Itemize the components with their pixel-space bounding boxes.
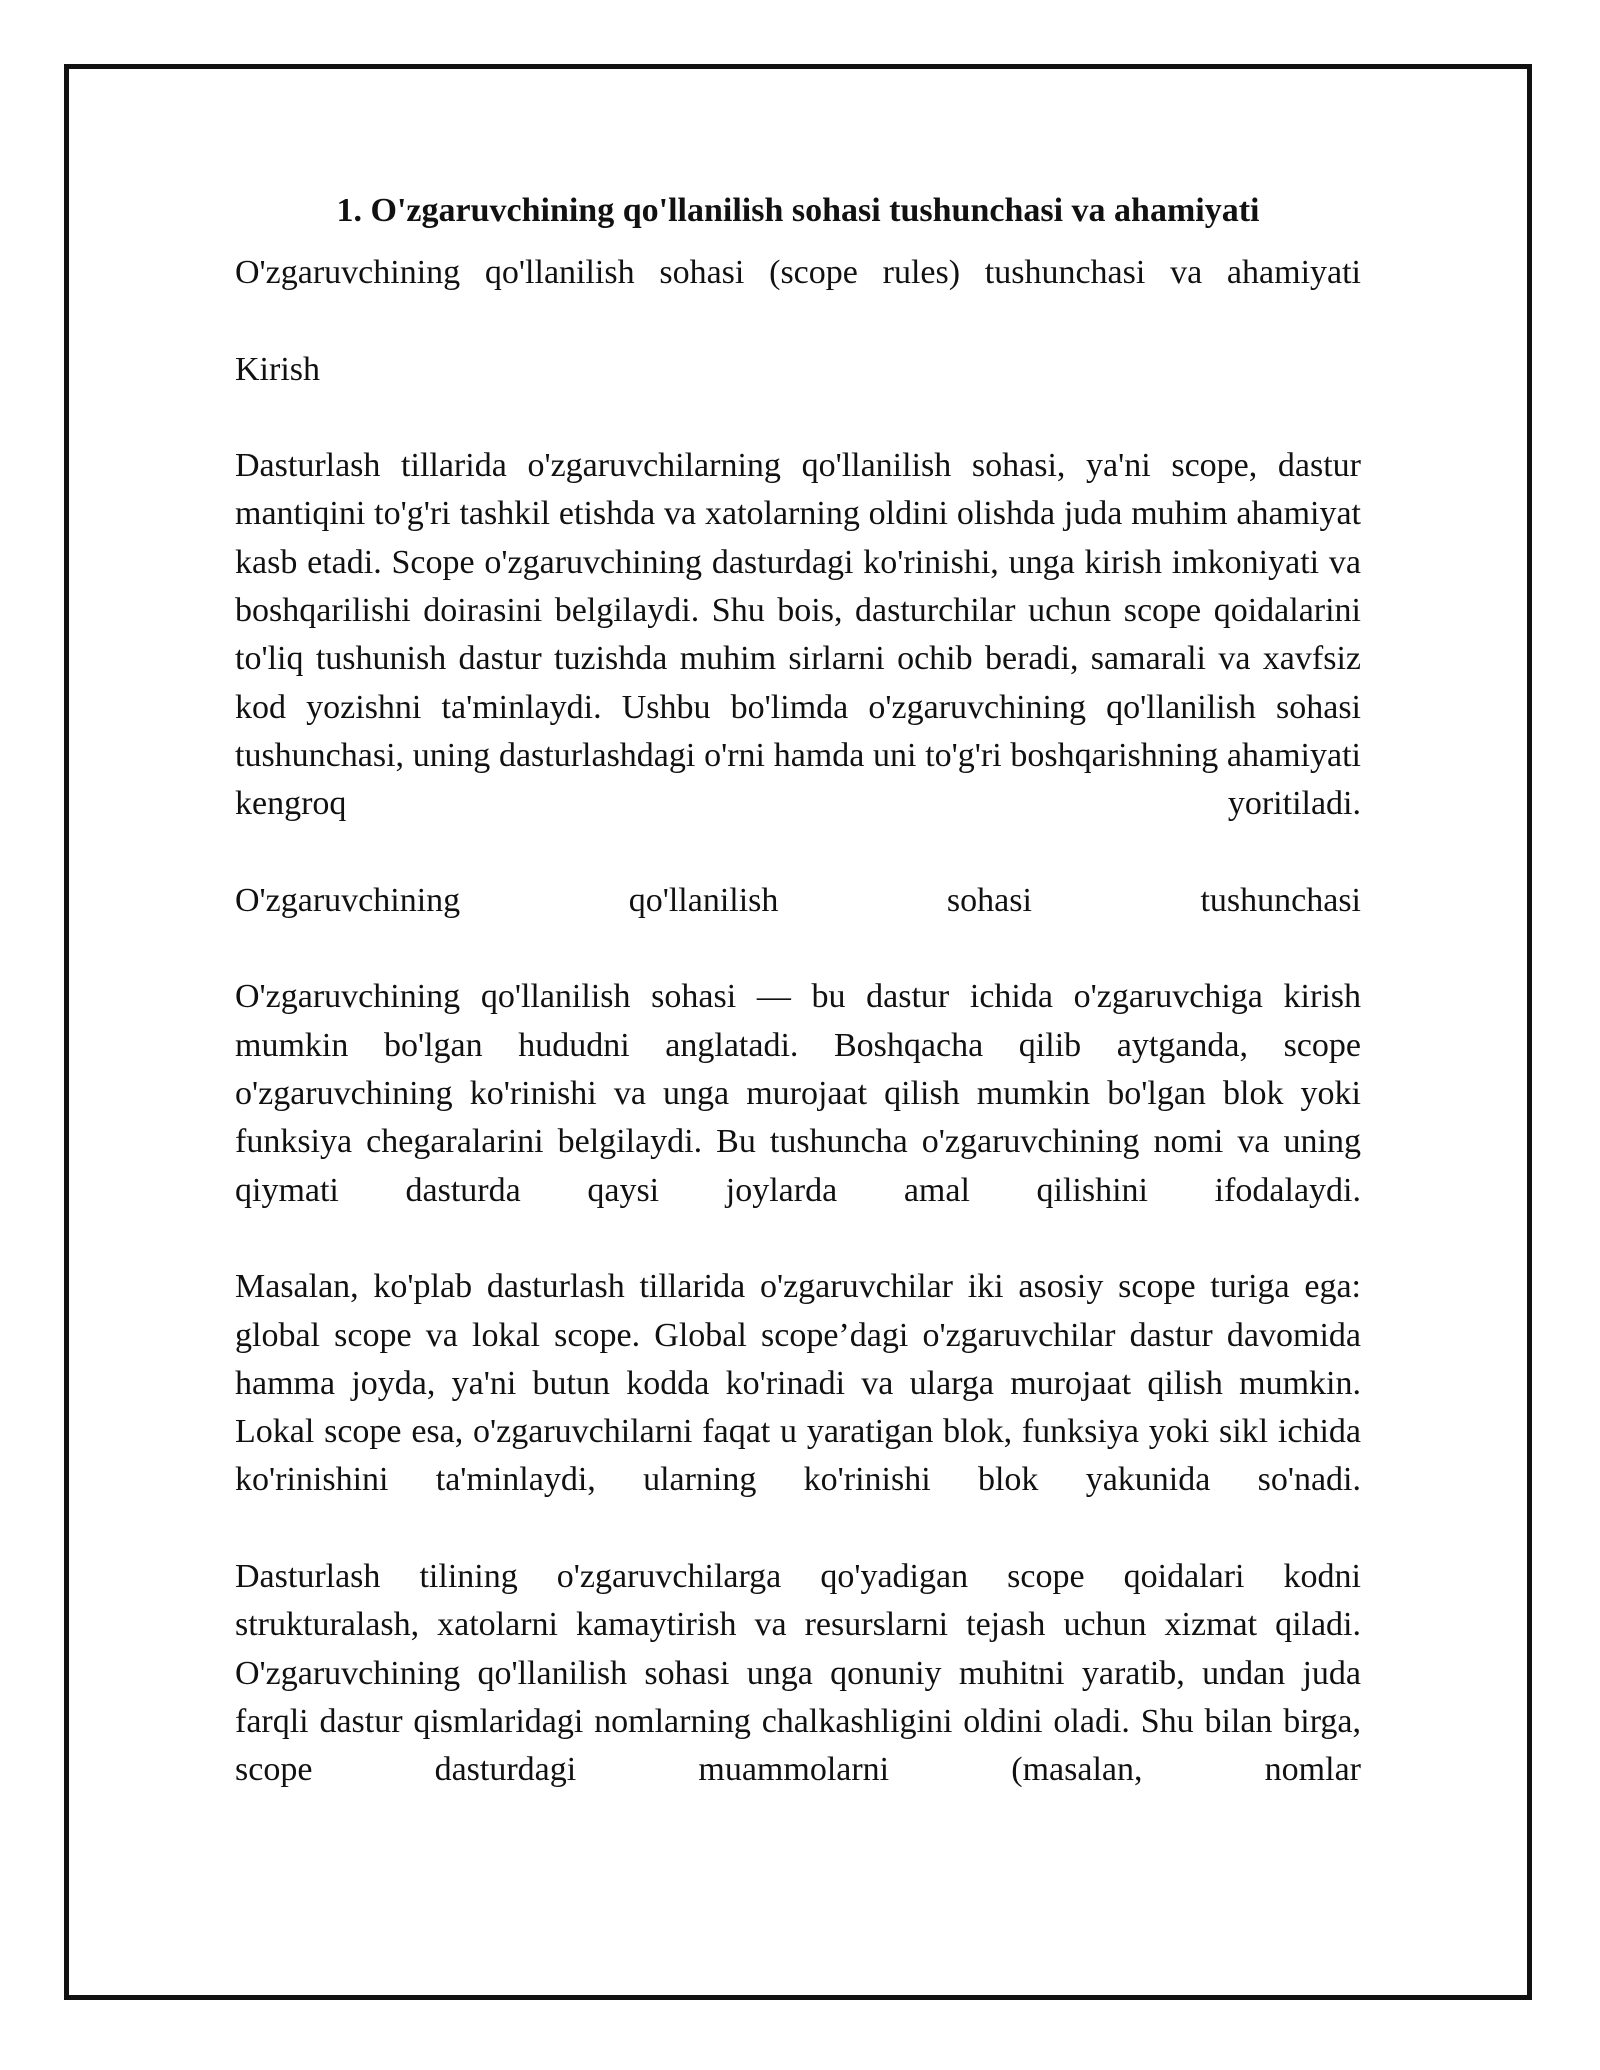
intro-heading: Kirish [235, 350, 320, 388]
rules-paragraph: Dasturlash tilining o'zgaruvchilarga qo'yadigan scope qoidalari kodni strukturalash, xatolarni kamaytirish va resurslarni tejash uchun xizmat qiladi. O'zgaruvchining qo'llanilish sohasi unga qonuniy muhitni yaratib, undan juda farqli dastur qismlaridagi nomlarning chalkashligini oldini oladi. Shu bilan birga, scope dasturdagi muammolarni (masalan, nomlar [235, 1558, 1361, 1789]
section-heading: 1. O'zgaruvchining qo'llanilish sohasi tushunchasi va ahamiyati [336, 192, 1260, 229]
definition-paragraph: O'zgaruvchining qo'llanilish sohasi — bu dastur ichida o'zgaruvchiga kirish mumkin bo'lgan hududni anglatadi. Boshqacha qilib aytganda, scope o'zgaruvchining ko'rinishi va unga murojaat qilish mumkin bo'lgan blok yoki funksiya chegaralarini belgilaydi. Bu tushuncha o'zgaruvchining nomi va uning qiymati dasturda qaysi joylarda amal qilishini ifodalaydi. [235, 978, 1361, 1209]
example-paragraph: Masalan, ko'plab dasturlash tillarida o'zgaruvchilar iki asosiy scope turiga ega: global scope va lokal scope. Global scope’dagi o'zgaruvchilar dastur davomida hamma joyda, ya'ni butun kodda ko'rinadi va ularga murojaat qilish mumkin. Lokal scope esa, o'zgaruvchilarni faqat u yaratigan blok, funksiya yoki sikl ichida ko'rinishini ta'minlaydi, ularning ko'rinishi blok yakunida so'nadi. [235, 1268, 1361, 1499]
document-body [235, 187, 1361, 1795]
intro-paragraph: Dasturlash tillarida o'zgaruvchilarning qo'llanilish sohasi, ya'ni scope, dastur mantiqini to'g'ri tashkil etishda va xatolarning oldini olishda juda muhim ahamiyat kasb etadi. Scope o'zgaruvchining dasturdagi ko'rinishi, unga kirish imkoniyati va boshqarilishi doirasini belgilaydi. Shu bois, dasturchilar uchun scope qoidalarini to'liq tushunish dastur tuzishda muhim sirlarni ochib beradi, samarali va xavfsiz kod yozishni ta'minlaydi. Ushbu bo'limda o'zgaruvchining qo'llanilish sohasi tushunchasi, uning dasturlashdagi o'rni hamda uni to'g'ri boshqarishning ahamiyati kengroq yoritiladi. [235, 447, 1361, 823]
concept-heading: O'zgaruvchining qo'llanilish sohasi tushunchasi [235, 881, 1361, 919]
subtitle-paragraph: O'zgaruvchining qo'llanilish sohasi (scope rules) tushunchasi va ahamiyati [235, 254, 1361, 291]
